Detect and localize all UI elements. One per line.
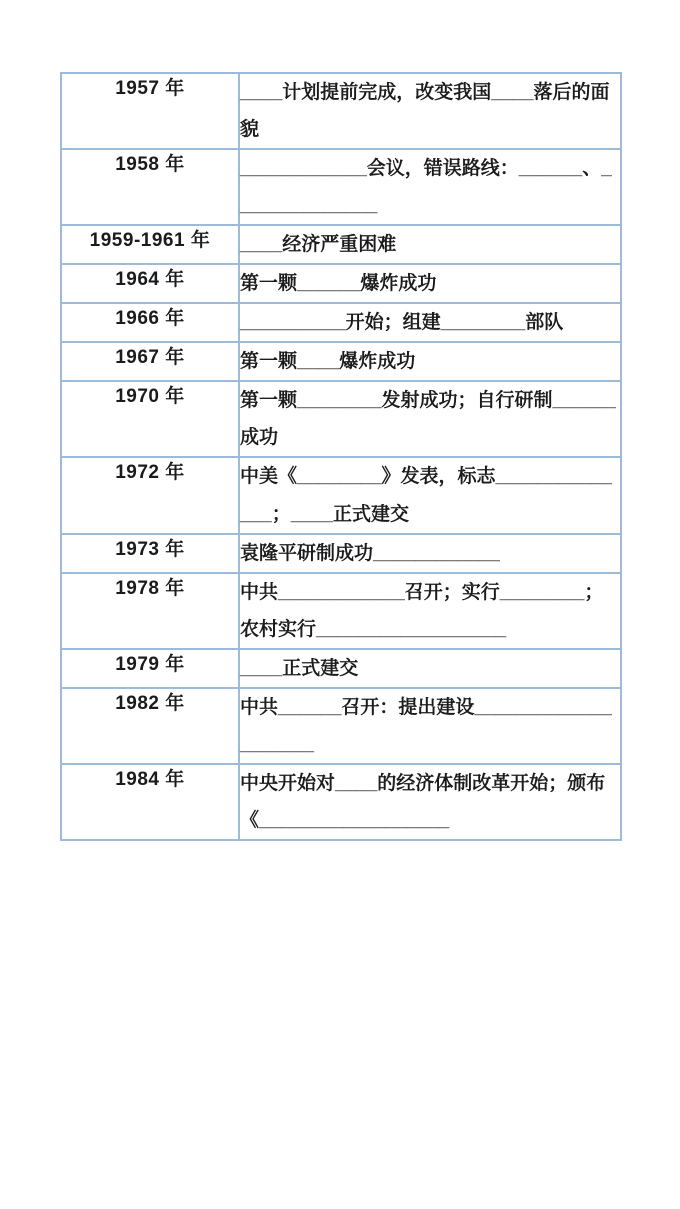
event-cell: ____正式建交 [239, 649, 621, 688]
table-row [61, 688, 621, 764]
year-cell: 1959-1961 年 [61, 225, 239, 264]
year-cell: 1973 年 [61, 534, 239, 573]
event-cell: ____经济严重困难 [239, 225, 621, 264]
table-body [61, 73, 621, 840]
table-row [61, 73, 621, 149]
year-cell: 1964 年 [61, 264, 239, 303]
year-cell: 1966 年 [61, 303, 239, 342]
event-cell: 中央开始对____的经济体制改革开始；颁布《__________________ [239, 764, 621, 840]
table-row [61, 149, 621, 225]
table-row [61, 457, 621, 533]
timeline-sheet [60, 72, 620, 841]
event-cell: 中共______召开：提出建设____________________ [239, 688, 621, 764]
event-cell: 第一颗______爆炸成功 [239, 264, 621, 303]
table-row [61, 573, 621, 649]
event-cell: 中美《________》发表，标志______________；____正式建交 [239, 457, 621, 533]
event-cell: 第一颗________发射成功；自行研制______成功 [239, 381, 621, 457]
event-cell: ____计划提前完成，改变我国____落后的面貌 [239, 73, 621, 149]
year-cell: 1958 年 [61, 149, 239, 225]
event-cell: 袁隆平研制成功____________ [239, 534, 621, 573]
year-cell: 1972 年 [61, 457, 239, 533]
event-cell: __________开始；组建________部队 [239, 303, 621, 342]
year-cell: 1978 年 [61, 573, 239, 649]
year-cell: 1979 年 [61, 649, 239, 688]
table-row [61, 649, 621, 688]
year-cell: 1982 年 [61, 688, 239, 764]
table-row [61, 534, 621, 573]
table-row [61, 764, 621, 840]
year-cell: 1957 年 [61, 73, 239, 149]
event-cell: 第一颗____爆炸成功 [239, 342, 621, 381]
event-cell: ____________会议，错误路线：______、______________ [239, 149, 621, 225]
table-row [61, 225, 621, 264]
history-timeline-table [60, 72, 622, 841]
table-row [61, 264, 621, 303]
table-row [61, 381, 621, 457]
year-cell: 1970 年 [61, 381, 239, 457]
table-row [61, 303, 621, 342]
table-row [61, 342, 621, 381]
event-cell: 中共____________召开；实行________；农村实行__________________ [239, 573, 621, 649]
year-cell: 1984 年 [61, 764, 239, 840]
year-cell: 1967 年 [61, 342, 239, 381]
